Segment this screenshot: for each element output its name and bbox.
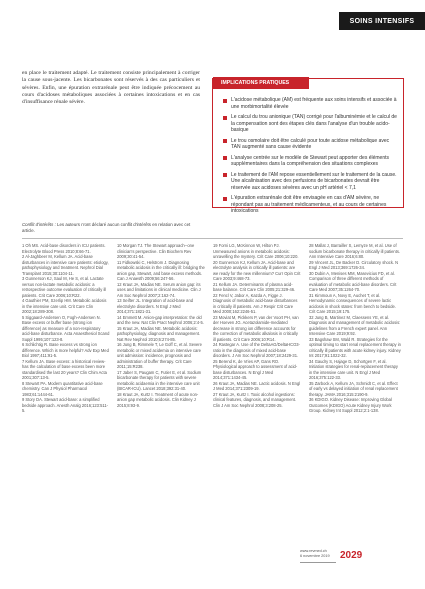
reference-item: 17 Jaber S, Paugam C, Futier E, et al. Sodium bicarbonate therapy for patients with severe metabolic acidaemia in the intensive care unit (BICAR-ICU). Lancet 2018;392:31-40. xyxy=(117,369,202,391)
reference-item: 7 Kellum JA. Base excess: a historical review-has the calculation of base excess been more standardised the last 20 years? Clin Chim Acta 2001;307:13-5. xyxy=(22,358,107,380)
reference-item: 12 Kraut JA, Madias NE. Serum anion gap: its uses and limitations in clinical medicine. Clin J Am Soc Nephrol 2007;2:162-74. xyxy=(117,281,201,298)
reference-item: 24 Rastegar A. Use of the DeltaAG/DeltaHCO3- ratio in the diagnosis of mixed acid-base disorders. J Am Soc Nephrol 2007;18:2429-31. xyxy=(213,342,300,358)
footer-journal-info xyxy=(300,549,336,559)
implication-item: L'analyse centrée sur le modèle de Stewart peut apporter des éléments supplémentaires dans la compréhension des situations complexes xyxy=(223,155,397,168)
references-column-3 xyxy=(213,243,301,408)
reference-item: 35 Zarbock A, Kellum JA, Schmidt C, et al. Effect of early vs delayed initiation of renal replacement therapy. JAMA 2016;315:2190-9. xyxy=(309,380,398,397)
reference-item: 3 Gunnerson KJ, Saul M, He S, et al. Lactate versus non-lactate metabolic acidosis: a retrospective outcome evaluation of critically ill patients. Crit Care 2006;10:R22. xyxy=(22,276,107,298)
page-footer xyxy=(300,549,404,569)
reference-item: 28 Mallat J, Barrailler S, Lemyze M, et al. Use of sodium bicarbonate therapy in critically ill patients. Ann Intensive Care 2016;6:80. xyxy=(309,243,401,259)
reference-item: 4 Gauthier PM, Szerlip HM. Metabolic acidosis in the intensive care unit. Crit Care Clin 2002;18:289-308. xyxy=(22,298,107,314)
implication-item: L'acidose métabolique (AM) est fréquente aux soins intensifs et associée à une morbimortalité élevée xyxy=(223,97,397,110)
reference-item: 36 KDIGO. Kidney Disease: Improving Global Outcomes (KDIGO) Acute Kidney Injury Work Group. Kidney Int Suppl 2012;2:1-138. xyxy=(309,397,392,413)
reference-item: 30 Dubin A, Menises MM, Masevicius FD, et al. Comparison of three different methods of evaluation of metabolic acid-base disorders. Crit Care Med 2007;35:1264-70. xyxy=(309,270,397,292)
reference-item: 1 Oh MS. Acid-base disorders in ICU patients. Electrolyte Blood Press 2010;8:66-71. xyxy=(22,243,106,254)
reference-item: 20 Gunnerson KJ, Kellum JA. Acid-base and electrolyte analysis in critically ill patients: are we ready for the new millennium? Curr Opin Crit Care 2003;9:468-73. xyxy=(213,259,301,281)
reference-item: 9 Story DA. Stewart acid-base: a simplified bedside approach. Anesth Analg 2016;123:511-5. xyxy=(22,397,108,413)
reference-item: 8 Stewart PA. Modern quantitative acid-base chemistry. Can J Physiol Pharmacol 1983;61:1444-61. xyxy=(22,380,103,397)
page-number: 2029 xyxy=(340,550,363,561)
footer-date: 6 novembre 2019 xyxy=(300,554,330,558)
reference-item: 29 Vincent JL, De Backer D. Circulatory shock. N Engl J Med 2013;369:1726-34. xyxy=(309,259,399,270)
implication-item: Le calcul du trou anionique (TAN) corrigé pour l'albuminémie et le calcul de la compensation sont des étapes clés dans l'analyse d'un trouble acido-basique xyxy=(223,114,397,134)
reference-item: 27 Kraut JA, Kurtz I. Toxic alcohol ingestions: clinical features, diagnosis, and management. Clin J Am Soc Nephrol 2008;3:208-25. xyxy=(213,391,297,408)
implication-item: Le traitement de l'AM repose essentiellement sur le traitement de la cause. Une alcalinisation avec des perfusions de bicarbonates devrait être réservée aux acidoses sévères avec un pH artériel < 7,1 xyxy=(223,172,397,192)
reference-item: 22 Fencl V, Jabor A, Kazda A, Figge J. Diagnosis of metabolic acid-base disturbances in critically ill patients. Am J Respir Crit Care Med 2000;162:2246-51. xyxy=(213,292,298,314)
practical-implications-box xyxy=(212,78,404,214)
section-header-tab xyxy=(339,12,425,30)
reference-item: 14 Emmett M. Anion-gap interpretation: the old and the new. Nat Clin Pract Nephrol 2006;2:4-5. xyxy=(117,314,204,325)
section-divider xyxy=(22,238,403,239)
reference-item: 10 Morgan TJ. The Stewart approach--one clinician's perspective. Clin Biochem Rev 2009;30:41-54. xyxy=(117,243,195,259)
reference-item: 2 Al-Jaghbeer M, Kellum JA. Acid-base disturbances in intensive care patients: etiology, pathophysiology and treatment. Nephrol Dial Transplant 2015;30:1104-11. xyxy=(22,254,109,276)
implication-item: L'épuration extrarénale doit être envisagée en cas d'AM sévère, ne répondant pas au traitement médicamenteux, et au cours de certaines intoxications xyxy=(223,195,397,215)
reference-item: 25 Berend K, de Vries AP, Gans RO. Physiological approach to assessment of acid-base disturbances. N Engl J Med 2014;371:1434-45. xyxy=(213,358,298,380)
practical-implications-title: IMPLICATIONS PRATIQUES xyxy=(213,77,309,89)
reference-item: 13 Seifter JL. Integration of acid-base and electrolyte disorders. N Engl J Med 2014;371:1821-31. xyxy=(117,298,194,314)
reference-item: 11 Fidkowski C, Helstrom J. Diagnosing metabolic acidosis in the critically ill: bridging the anion gap, Stewart, and base excess methods. Can J Anaesth 2009;56:247-56. xyxy=(117,259,205,281)
implication-item: Le trou osmolaire doit être calculé pour toute acidose métabolique avec TAN augmenté sans cause évidente xyxy=(223,138,397,151)
body-paragraph: en place le traitement adapté. Le traitement consiste principalement à corriger la cause sous-jacente. Les bicarbonates sont réservés à des cas particuliers et sévères. Enfin, une épuration extrarénale peut être indiquée précocement au cours d'acidoses métaboliques associées à certaines intoxications et en cas d'insuffisance rénale sévère. xyxy=(22,70,200,106)
reference-item: 34 Gaudry S, Hajage D, Schortgen F, et al. Initiation strategies for renal-replacement therapy in the intensive care unit. N Engl J Med 2016;375:122-33. xyxy=(309,358,398,380)
reference-item: 18 Kraut JA, Kurtz I. Treatment of acute non-anion gap metabolic acidosis. Clin Kidney J 2015;8:93-9. xyxy=(117,391,199,408)
reference-item: 26 Kraut JA, Madias NE. Lactic acidosis. N Engl J Med 2014;371:2309-19. xyxy=(213,380,301,391)
section-title: SOINS INTENSIFS xyxy=(349,17,415,25)
reference-item: 32 Jung B, Martinez M, Claessens YE, et al. Diagnosis and management of metabolic acidosis: guidelines from a French expert panel. Ann Intensive Care 2019;9:92. xyxy=(309,314,401,336)
conflict-of-interest xyxy=(22,222,200,233)
footer-journal: www.revmed.ch xyxy=(300,549,327,553)
reference-item: 19 Forni LG, McKinnon W, Hilton PJ. Unmeasured anions in metabolic acidosis: unravelling the mystery. Crit Care 2006;10:220. xyxy=(213,243,299,259)
conflict-label: Conflit d'intérêts : xyxy=(22,222,56,227)
footer-rule xyxy=(300,562,336,563)
reference-item: 16 Jung B, Rimmele T, Le Goff C, et al. Severe metabolic or mixed acidemia on intensive care unit admission: incidence, prognosis and administration of buffer therapy. Crit Care 2011;15:R238. xyxy=(117,342,202,369)
reference-item: 21 Kellum JA. Determinants of plasma acid-base balance. Crit Care Clin 2005;21:329-46. xyxy=(213,281,296,292)
reference-item: 33 Bagshaw SM, Wald R. Strategies for the optimal timing to start renal replacement therapy in critically ill patients with acute kidney injury. Kidney Int 2017;91:1022-32. xyxy=(309,336,401,358)
reference-item: 5 Siggaard-Andersen O, Fogh-Andersen N. Base excess or buffer base (strong ion difference) as measure of a non-respiratory acid-base disturbance. Acta Anaesthesiol Scand Suppl 1995;107:123-8. xyxy=(22,314,110,342)
conflict-text: Les auteurs n'ont déclaré aucun conflit d'intérêts en relation avec cet article. xyxy=(22,222,191,233)
reference-item: 31 Kimmoun A, Novy E, Auchet T, et al. Hemodynamic consequences of severe lactic acidosis in shock states: from bench to bedside. Crit Care 2015;19:175. xyxy=(309,292,396,314)
reference-item: 23 Moviat M, Pickkers P, van der Voort PH, van der Hoeven JG. Acetazolamide-mediated decrease in strong ion difference accounts for the correction of metabolic alkalosis in critically ill patients. Crit Care 2006;10:R14. xyxy=(213,314,299,342)
references-column-1 xyxy=(22,243,110,414)
reference-item: 15 Kraut JA, Madias NE. Metabolic acidosis: pathophysiology, diagnosis and management. Nat Rev Nephrol 2010;6:274-85. xyxy=(117,325,200,342)
implications-list xyxy=(223,97,397,219)
references-column-2 xyxy=(117,243,205,408)
references-column-4 xyxy=(309,243,401,414)
reference-item: 6 Schlichtig R. Base excess vs strong ion difference. Which is more helpful? Adv Exp Med Biol 1997;411:91-5. xyxy=(22,342,109,358)
